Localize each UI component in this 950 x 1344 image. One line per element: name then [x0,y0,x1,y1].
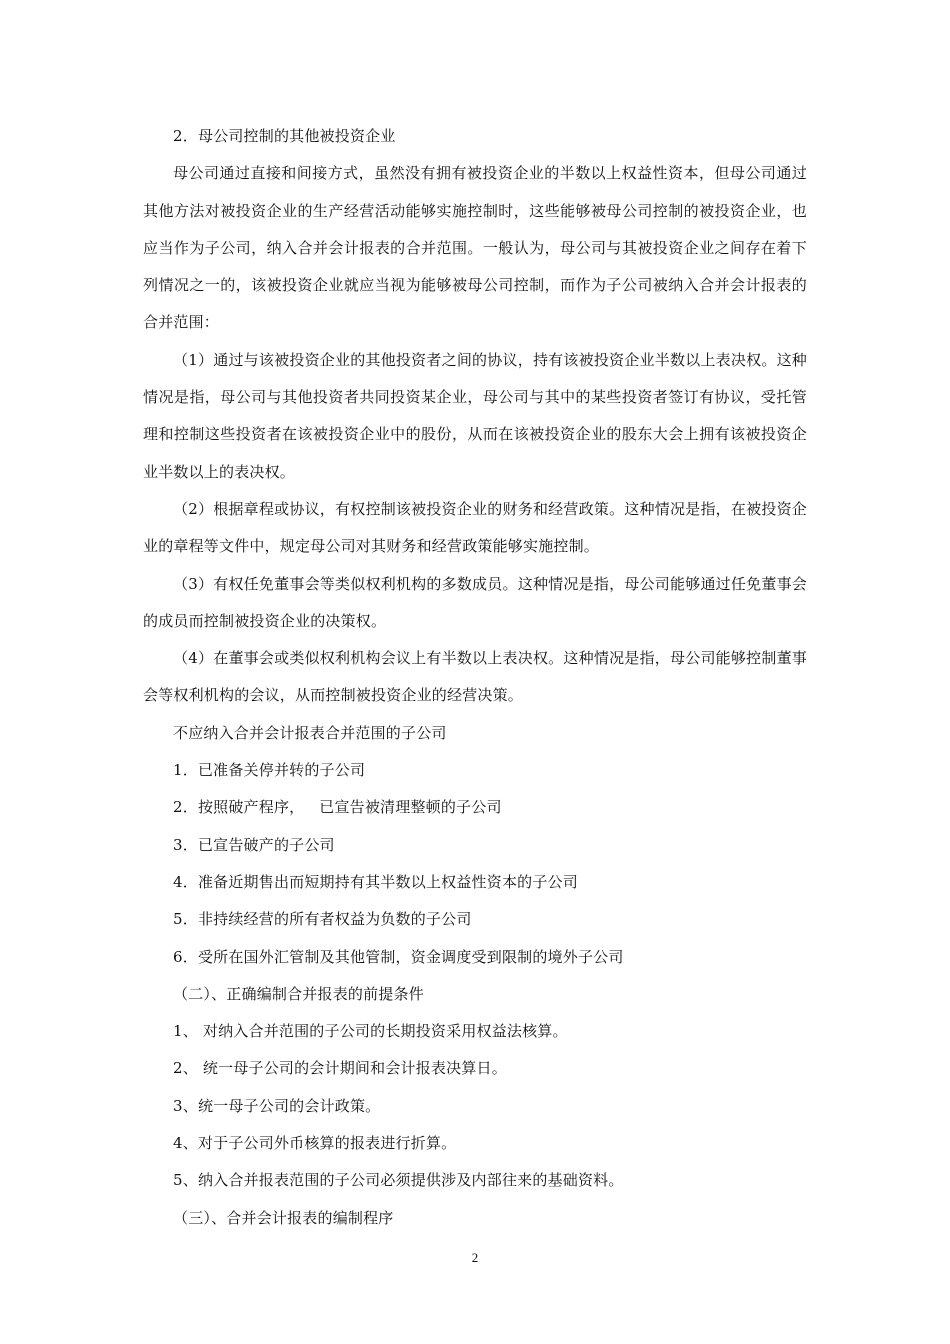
list-item-prerequisite-4: 4、对于子公司外币核算的报表进行折算。 [173,1134,457,1153]
list-item-prerequisite-3: 3、统一母子公司的会计政策。 [173,1096,381,1115]
paragraph-condition-2: （2）根据章程或协议，有权控制该被投资企业的财务和经营政策。这种情况是指，在被投资企业的章程等文件中，规定母公司对其财务和经营政策能够实施控制。 [143,499,807,556]
list-item-excluded-6: 6．受所在国外汇管制及其他管制，资金调度受到限制的境外子公司 [173,947,624,966]
page-number: 2 [471,1250,479,1265]
list-item-prerequisite-1: 1、 对纳入合并范围的子公司的长期投资采用权益法核算。 [173,1022,568,1041]
list-item-excluded-2: 2．按照破产程序， 已宣告被清理整顿的子公司 [173,798,502,817]
list-item-excluded-4: 4．准备近期售出而短期持有其半数以上权益性资本的子公司 [173,872,578,891]
list-item-excluded-1: 1．已准备关停并转的子公司 [173,761,366,780]
list-item-prerequisite-2: 2、 统一母子公司的会计期间和会计报表决算日。 [173,1059,507,1078]
paragraph-control-definition: 母公司通过直接和间接方式，虽然没有拥有被投资企业的半数以上权益性资本，但母公司通过其他方法对被投资企业的生产经营活动能够实施控制时，这些能够被母公司控制的被投资企业，也应当作为子公司，纳入合并会计报表的合并范围。一般认为，母公司与其被投资企业之间存在着下列情况之一的，该被投资企业就应当视为能够被母公司控制，而作为子公司被纳入合并会计报表的合并范围： [143,164,807,332]
document-body [143,118,807,1237]
paragraph-condition-1: （1）通过与该被投资企业的其他投资者之间的协议，持有该被投资企业半数以上表决权。这种情况是指，母公司与其他投资者共同投资某企业，母公司与其中的某些投资者签订有协议，受托管理和控制这些投资者在该被投资企业中的股份，从而在该被投资企业的股东大会上拥有该被投资企业半数以上的表决权。 [143,350,807,481]
paragraph-condition-3: （3）有权任免董事会等类似权利机构的多数成员。这种情况是指，母公司能够通过任免董事会的成员而控制被投资企业的决策权。 [143,574,807,630]
list-item-prerequisite-5: 5、纳入合并报表范围的子公司必须提供涉及内部往来的基础资料。 [173,1171,624,1190]
section-heading-excluded-subsidiaries: 不应纳入合并会计报表合并范围的子公司 [173,723,447,742]
paragraph-condition-4: （4）在董事会或类似权利机构会议上有半数以上表决权。这种情况是指，母公司能够控制董事会等权利机构的会议，从而控制被投资企业的经营决策。 [143,649,807,705]
list-item-excluded-5: 5．非持续经营的所有者权益为负数的子公司 [173,910,472,929]
section-heading-other-controlled-investees: 2．母公司控制的其他被投资企业 [173,127,396,145]
list-item-excluded-3: 3．已宣告破产的子公司 [173,835,335,854]
section-heading-prerequisites: （二）、正确编制合并报表的前提条件 [173,984,424,1003]
section-heading-procedure: （三）、合并会计报表的编制程序 [173,1208,394,1227]
